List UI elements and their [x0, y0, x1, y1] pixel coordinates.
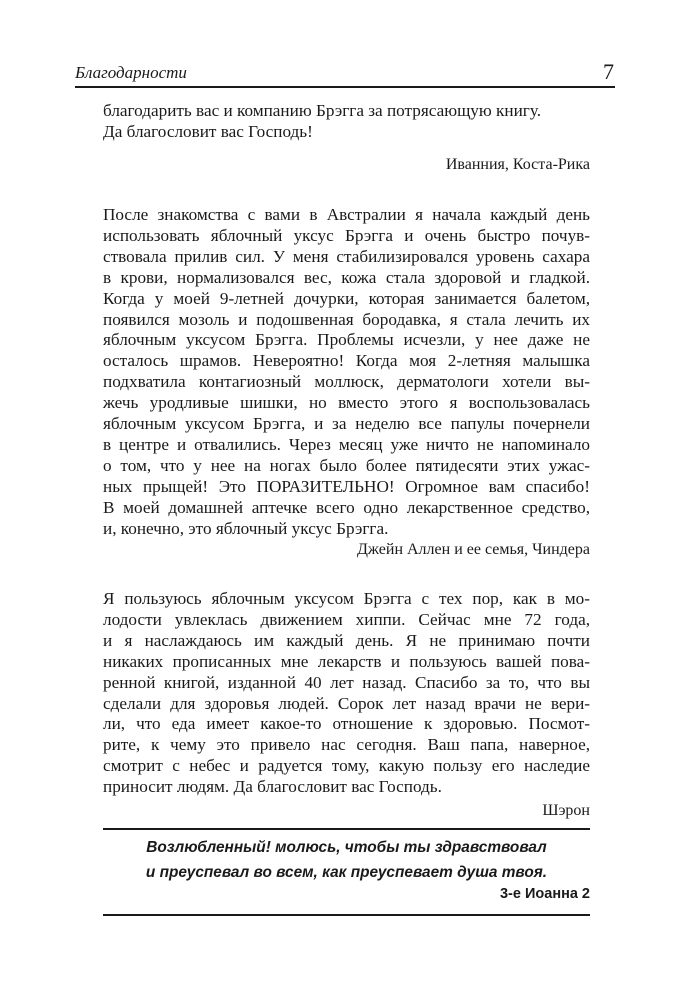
testimonial-1-text [103, 101, 590, 143]
text-line: ствовала прилив сил. У меня стабилизировался уровень сахара [103, 246, 590, 266]
testimonial-2-text [103, 205, 590, 540]
quote-bottom-rule [103, 914, 590, 916]
text-line: ренной книгой, изданной 40 лет назад. Спасибо за то, что вы [103, 672, 590, 692]
text-line: подхватила контагиозный моллюск, дерматологи хотели вы- [103, 372, 590, 392]
text-line: Когда у моей 9-летней дочурки, которая занимается балетом, [103, 288, 590, 308]
text-line: яблочным уксусом Брэгга, и за неделю все папулы почернели [103, 414, 590, 434]
text-line: использовать яблочный уксус Брэгга и очень быстро почув- [103, 225, 590, 245]
bible-quote [103, 835, 590, 885]
text-line: Да благословит вас Господь! [103, 121, 313, 141]
text-line: лодости увлеклась движением хиппи. Сейчас мне 72 года, [103, 609, 590, 629]
text-line: приносит людям. Да благословит вас Господь. [103, 777, 442, 797]
text-line: появился мозоль и подошвенная бородавка, я стала лечить их [103, 309, 590, 329]
text-line: и я наслаждаюсь им каждый день. Я не принимаю почти [103, 630, 590, 650]
text-line: и, конечно, это яблочный уксус Брэгга. [103, 518, 389, 538]
testimonial-3-signature: Шэрон [542, 802, 590, 819]
text-line: В моей домашней аптечке всего одно лекарственное средство, [103, 497, 590, 517]
text-line: Я пользуюсь яблочным уксусом Брэгга с тех пор, как в мо- [103, 589, 590, 608]
testimonial-3-text [103, 589, 590, 798]
running-header-title: Благодарности [75, 63, 187, 82]
text-line: рите, к чему это привело нас сегодня. Ваш папа, наверное, [103, 735, 590, 755]
text-line: осталось шрамов. Невероятно! Когда моя 2-летняя малышка [103, 351, 590, 371]
quote-top-rule [103, 828, 590, 830]
quote-line: Возлюбленный! молюсь, чтобы ты здравствовал [146, 839, 547, 856]
testimonial-1-signature: Иванния, Коста-Рика [445, 156, 590, 173]
header-rule [75, 86, 615, 88]
text-line: в крови, нормализовался вес, кожа стала здоровой и гладкой. [103, 267, 590, 287]
text-line: После знакомства с вами в Австралии я начала каждый день [103, 205, 590, 224]
quote-line: и преуспевал во всем, как преуспевает душа твоя. [145, 864, 548, 881]
testimonial-2-signature: Джейн Аллен и ее семья, Чиндера [357, 541, 590, 558]
text-line: ных прыщей! Это ПОРАЗИТЕЛЬНО! Огромное вам спасибо! [103, 476, 590, 496]
page-number: 7 [603, 59, 614, 84]
text-line: в центре и отвалились. Через месяц уже ничто не напоминало [103, 434, 590, 454]
text-line: благодарить вас и компанию Брэгга за потрясающую книгу. [103, 101, 542, 120]
text-line: ли, что еда имеет какое-то отношение к здоровью. Посмот- [103, 714, 590, 734]
text-line: о том, что у нее на ногах было более пятидесяти этих ужас- [103, 455, 590, 475]
text-line: яблочным уксусом Брэгга. Проблемы исчезли, у нее даже не [103, 330, 590, 350]
text-line: сделали для здоровья людей. Сорок лет назад врачи не вери- [103, 693, 590, 713]
text-line: жечь уродливые шишки, но вместо этого я воспользовалась [103, 393, 590, 413]
text-line: смотрит с небес и радуется тому, какую пользу его наследие [103, 756, 590, 776]
quote-source: 3-е Иоанна 2 [499, 886, 590, 902]
text-line: никаких прописанных мне лекарств и пользуюсь вашей пова- [103, 651, 590, 671]
